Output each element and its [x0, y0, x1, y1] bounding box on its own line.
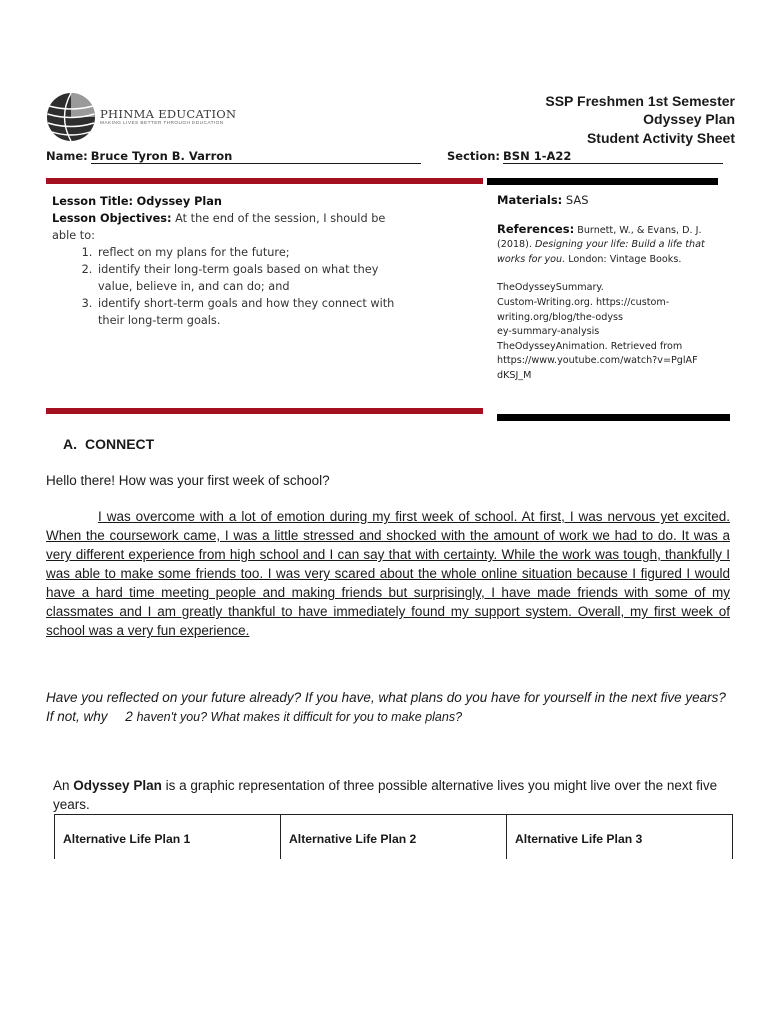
section-row	[447, 149, 723, 164]
materials-value: SAS	[565, 193, 589, 207]
materials-references-block	[497, 193, 732, 384]
divider-black-bottom	[497, 414, 730, 421]
section-a-title: CONNECT	[85, 436, 155, 452]
reference-3	[497, 340, 732, 384]
odyssey-definition	[53, 776, 733, 814]
references-label: References:	[497, 221, 575, 236]
divider-red-bottom	[46, 408, 483, 414]
logo-name: PHINMA EDUCATION	[100, 107, 237, 121]
lesson-block	[52, 193, 397, 329]
table-header-plan-1: Alternative Life Plan 1	[55, 815, 281, 859]
lesson-title-label: Lesson Title:	[52, 195, 134, 208]
connect-answer: I was overcome with a lot of emotion during my first week of school. At first, I was nervous yet excited. When the coursework came, I was a little stressed and shocked with the amount of work we had to do. It was a very different experience from high school and I can say that with certainty. While the work was tough, thankfully I was able to make some friends too. I was very scared about the whole online situation because I figured I would have a hard time meeting people and making friends but surprisingly, I have made friends with some of my classmates and I am greatly thankful to have immediately found my support system. Overall, my first week of school was a very fun experience.	[46, 509, 730, 638]
reference-3-line: https://www.youtube.com/watch?v=PglAF	[497, 355, 698, 367]
references-row	[497, 222, 732, 268]
section-a-heading	[63, 436, 154, 452]
header-course: SSP Freshmen 1st Semester	[545, 93, 735, 109]
objective-item: 2. identify their long-term goals based on what they value, believe in, and can do; and	[96, 261, 397, 295]
objectives-label: Lesson Objectives:	[52, 212, 172, 225]
lesson-title-row	[52, 193, 397, 210]
reference-2-line: TheOdysseySummary.	[497, 282, 604, 294]
phinma-globe-icon	[46, 92, 96, 142]
reference-1-authors: Burnett, W., & Evans, D. J. (2018).	[497, 224, 702, 251]
question-part-2: haven't you? What makes it difficult for you to make plans?	[136, 710, 463, 724]
phinma-logo	[46, 92, 237, 144]
reference-1-publisher: London: Vintage Books.	[568, 253, 682, 265]
section-label: Section:	[447, 149, 501, 163]
definition-term: Odyssey Plan	[73, 778, 162, 793]
header-topic: Odyssey Plan	[643, 111, 735, 127]
divider-black-top	[487, 178, 718, 185]
header-sheet-type: Student Activity Sheet	[586, 130, 735, 146]
name-label: Name:	[46, 149, 88, 163]
question-part-1: Have you reflected on your future already? If you have, what plans do you have for yourself in the next five years? If not, why	[46, 690, 726, 724]
reference-1-title: Designing your life: Build a life that works for you.	[497, 239, 705, 265]
objectives-intro: At the end of the session, I should be able to:	[52, 212, 386, 242]
section-a-number: A.	[63, 436, 77, 452]
materials-label: Materials:	[497, 193, 563, 207]
reflection-question	[46, 688, 730, 727]
reference-3-line: TheOdysseyAnimation. Retrieved from	[497, 340, 683, 352]
section-value: BSN 1-A22	[503, 149, 723, 164]
table-header-plan-2: Alternative Life Plan 2	[281, 815, 507, 859]
name-value: Bruce Tyron B. Varron	[91, 149, 421, 164]
alternative-plans-table	[54, 814, 733, 859]
divider-red-top	[46, 178, 483, 184]
reference-2-line: Custom-Writing.org. https://custom-	[497, 296, 670, 308]
lesson-title-value: Odyssey Plan	[136, 195, 222, 208]
objectives-list	[52, 244, 397, 329]
question-stray-mark: 2	[125, 709, 133, 724]
definition-text: is a graphic representation of three possible alternative lives you might live over the next five years.	[53, 778, 718, 812]
lesson-objectives-row	[52, 210, 397, 244]
table-header-plan-3: Alternative Life Plan 3	[507, 815, 733, 859]
reference-2-line: ey-summary-analysis	[497, 326, 600, 338]
student-name-row	[46, 149, 421, 164]
connect-prompt: Hello there! How was your first week of school?	[46, 473, 330, 488]
objective-item: 3. identify short-term goals and how they connect with their long-term goals.	[96, 295, 397, 329]
reference-2-line: writing.org/blog/the-odyss	[497, 311, 624, 323]
logo-tagline: MAKING LIVES BETTER THROUGH EDUCATION	[100, 121, 224, 126]
definition-prefix: An	[53, 778, 70, 793]
reference-2	[497, 281, 732, 339]
reference-3-line: dKSJ_M	[497, 369, 532, 381]
objective-item: 1. reflect on my plans for the future;	[96, 244, 397, 261]
materials-row	[497, 193, 732, 208]
